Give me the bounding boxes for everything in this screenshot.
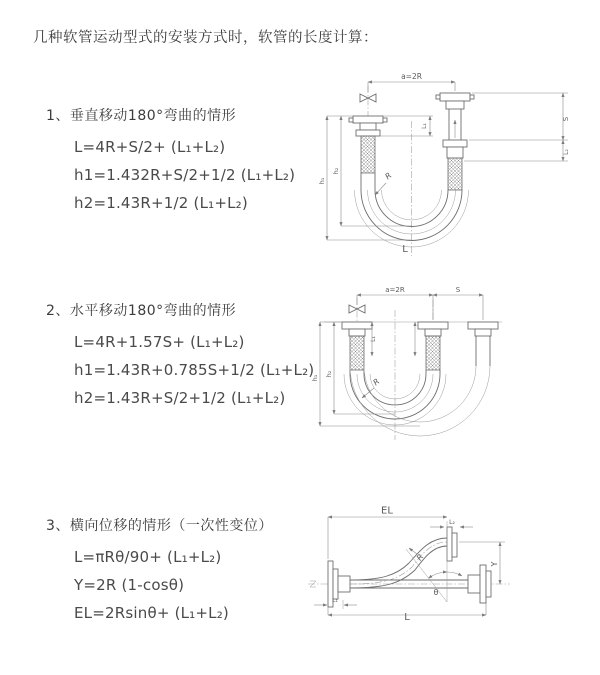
middle-pipe-fitting: [418, 322, 448, 370]
braid-section: [350, 336, 364, 370]
dim-label-radius: R: [383, 170, 394, 182]
dim-label-fitting: L₁: [370, 336, 377, 342]
dim-label-h2: h₂: [325, 370, 333, 378]
dim-label-length: L: [404, 612, 410, 623]
left-pipe-fitting: [349, 116, 387, 173]
formula-line: h1=1.43R+0.785S+1/2 (L₁+L₂): [74, 361, 315, 379]
dimension-fitting-left: [314, 597, 357, 609]
diagram-horizontal-u-bend: [310, 278, 600, 450]
dimension-span: [357, 286, 483, 320]
diagram-vertical-u-bend: [315, 66, 600, 262]
top-flange: [447, 527, 452, 561]
dim-label-offset: Y: [490, 561, 499, 567]
section-heading: 2、水平移动180°弯曲的情形: [46, 303, 237, 319]
top-flange: [452, 533, 457, 557]
section-heading: 3、横向位移的情形（一次性变位）: [46, 518, 273, 534]
dim-label-radius: R: [371, 376, 382, 388]
page-title: 几种软管运动型式的安装方式时，软管的长度计算：: [33, 30, 378, 46]
left-pipe-fitting: [342, 322, 372, 370]
section-lateral-displacement: [46, 515, 273, 627]
dim-label-radius: R: [414, 552, 426, 563]
dim-label-el: EL: [381, 505, 393, 517]
dim-label-stroke: S: [562, 116, 570, 122]
dimension-fitting-left: [380, 116, 433, 136]
radius-callout: [375, 171, 393, 195]
dim-label-span: a=2R: [401, 72, 422, 81]
dimension-heights: [311, 322, 420, 426]
dim-label-length: L: [402, 244, 408, 255]
formula-line: EL=2Rsinθ+ (L₁+L₂): [74, 604, 229, 622]
dimension-effective-length: [328, 505, 447, 563]
dim-label-h1: h₁: [311, 374, 319, 382]
dimension-fitting: [370, 322, 415, 356]
dim-label-fitting-left: L₁: [332, 597, 338, 604]
formula-line: L=4R+1.57S+ (L₁+L₂): [74, 333, 245, 351]
dim-label-fitting-left: L₁: [421, 123, 428, 129]
dimension-length: [328, 603, 486, 623]
dim-label-span: a=2R: [385, 286, 405, 294]
formula-line: L=πRθ/90+ (L₁+L₂): [74, 548, 222, 566]
dim-label-h2: h₂: [332, 167, 340, 175]
right-pipe-fitting: [468, 322, 498, 336]
formula-line: h1=1.432R+S/2+1/2 (L₁+L₂): [74, 166, 296, 184]
dimension-fitting-top: [430, 519, 473, 527]
dimension-span: [368, 72, 455, 92]
dim-label-fitting-right: L₂: [563, 149, 570, 155]
dimension-stroke: [464, 93, 570, 161]
formula-line: h2=1.43R+1/2 (L₁+L₂): [74, 194, 248, 212]
braid-section: [426, 336, 440, 370]
right-pipe-fitting: [436, 93, 474, 190]
braid-section: [361, 136, 375, 173]
dim-label-fitting-top: L₂: [449, 519, 455, 526]
section-vertical-movement: [46, 105, 295, 217]
section-heading: 1、垂直移动180°弯曲的情形: [46, 108, 237, 124]
hose-u-bend-position2: [350, 336, 490, 436]
section-horizontal-movement: [46, 300, 314, 412]
formula-line: Y=2R (1-cosθ): [74, 576, 185, 594]
dim-label-h1: h₁: [318, 177, 326, 185]
formula-line: h2=1.43R+S/2+1/2 (L₁+L₂): [74, 389, 286, 407]
dim-label-angle: θ: [433, 588, 439, 597]
dim-label-stroke: S: [455, 286, 461, 294]
braid-section: [448, 158, 462, 190]
diagram-lateral-offset: [300, 497, 600, 647]
hose-s-curve: [350, 527, 457, 588]
formula-line: L=4R+S/2+ (L₁+L₂): [74, 138, 226, 156]
